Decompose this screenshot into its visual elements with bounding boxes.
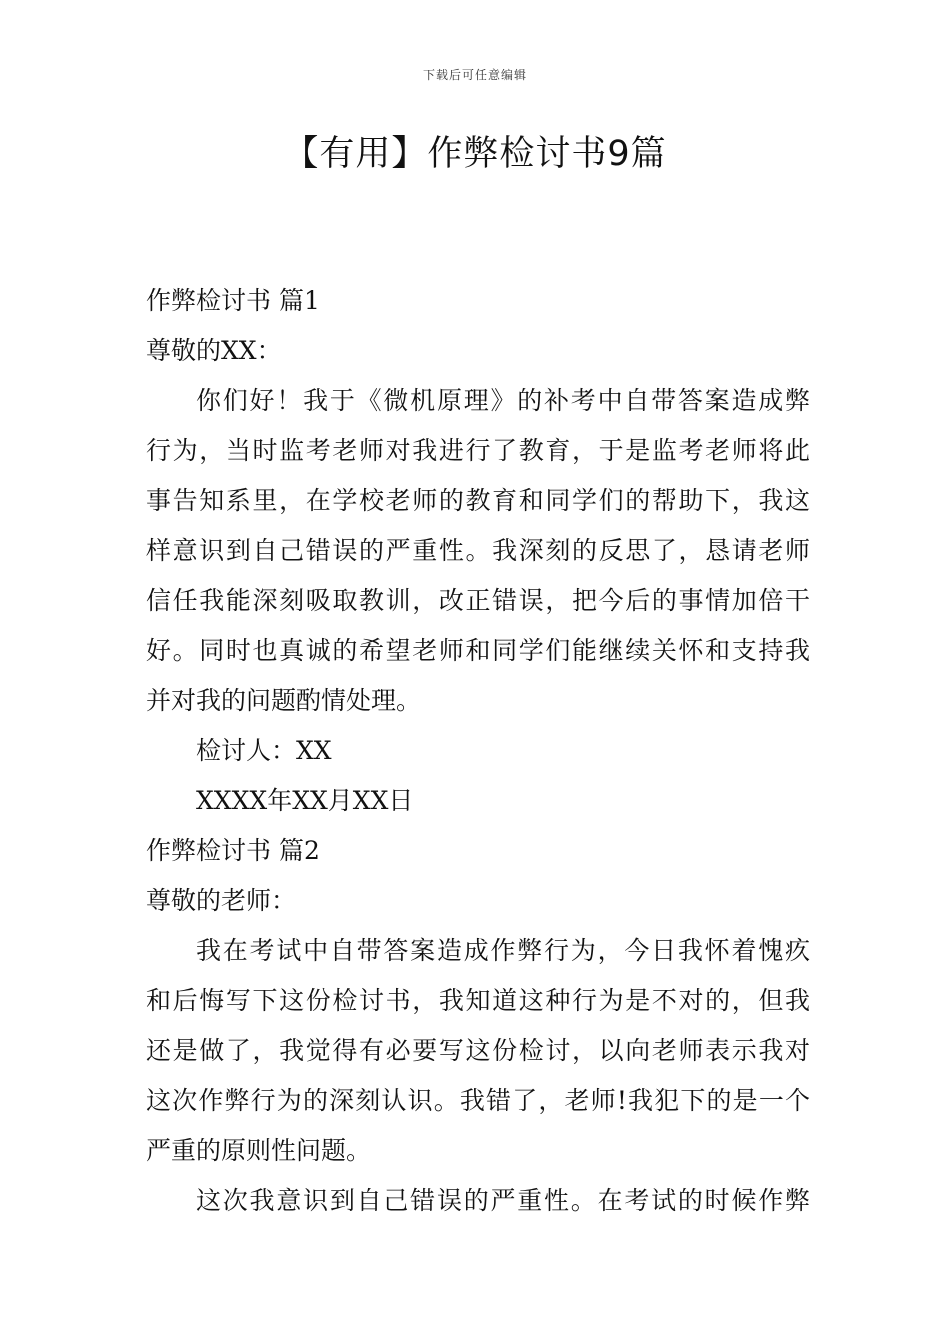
section-2-paragraph-2 bbox=[146, 1176, 810, 1226]
paragraph-line: 这次作弊行为的深刻认识。我错了，老师!我犯下的是一个 bbox=[146, 1086, 810, 1115]
section-2-heading: 作弊检讨书 篇2 bbox=[146, 836, 320, 865]
section-1-signer: 检讨人：XX bbox=[196, 736, 332, 765]
paragraph-line: 样意识到自己错误的严重性。我深刻的反思了，恳请老师 bbox=[146, 536, 810, 565]
section-1-heading: 作弊检讨书 篇1 bbox=[146, 286, 320, 315]
section-2-salutation: 尊敬的老师： bbox=[146, 886, 297, 915]
paragraph-line: 行为，当时监考老师对我进行了教育，于是监考老师将此 bbox=[146, 436, 810, 465]
document-title: 【有用】作弊检讨书9篇 bbox=[283, 134, 667, 174]
paragraph-line: 这次我意识到自己错误的严重性。在考试的时候作弊 bbox=[196, 1186, 810, 1215]
document-body bbox=[146, 276, 810, 1226]
paragraph-line: 我在考试中自带答案造成作弊行为，今日我怀着愧疚 bbox=[196, 936, 810, 965]
paragraph-line: 你们好！我于《微机原理》的补考中自带答案造成弊 bbox=[196, 386, 810, 415]
section-1-paragraph bbox=[146, 376, 810, 726]
section-1-date: XXXX年XX月XX日 bbox=[196, 786, 414, 815]
section-1-salutation: 尊敬的XX： bbox=[146, 336, 282, 365]
paragraph-line: 还是做了，我觉得有必要写这份检讨，以向老师表示我对 bbox=[146, 1036, 810, 1065]
paragraph-line: 并对我的问题酌情处理。 bbox=[146, 686, 422, 715]
paragraph-line: 事告知系里，在学校老师的教育和同学们的帮助下，我这 bbox=[146, 486, 810, 515]
paragraph-line: 信任我能深刻吸取教训，改正错误，把今后的事情加倍干 bbox=[146, 586, 810, 615]
header-note: 下载后可任意编辑 bbox=[422, 68, 527, 82]
paragraph-line: 严重的原则性问题。 bbox=[146, 1136, 372, 1165]
paragraph-line: 好。同时也真诚的希望老师和同学们能继续关怀和支持我 bbox=[146, 636, 810, 665]
section-2-paragraph-1 bbox=[146, 926, 810, 1176]
paragraph-line: 和后悔写下这份检讨书，我知道这种行为是不对的，但我 bbox=[146, 986, 810, 1015]
